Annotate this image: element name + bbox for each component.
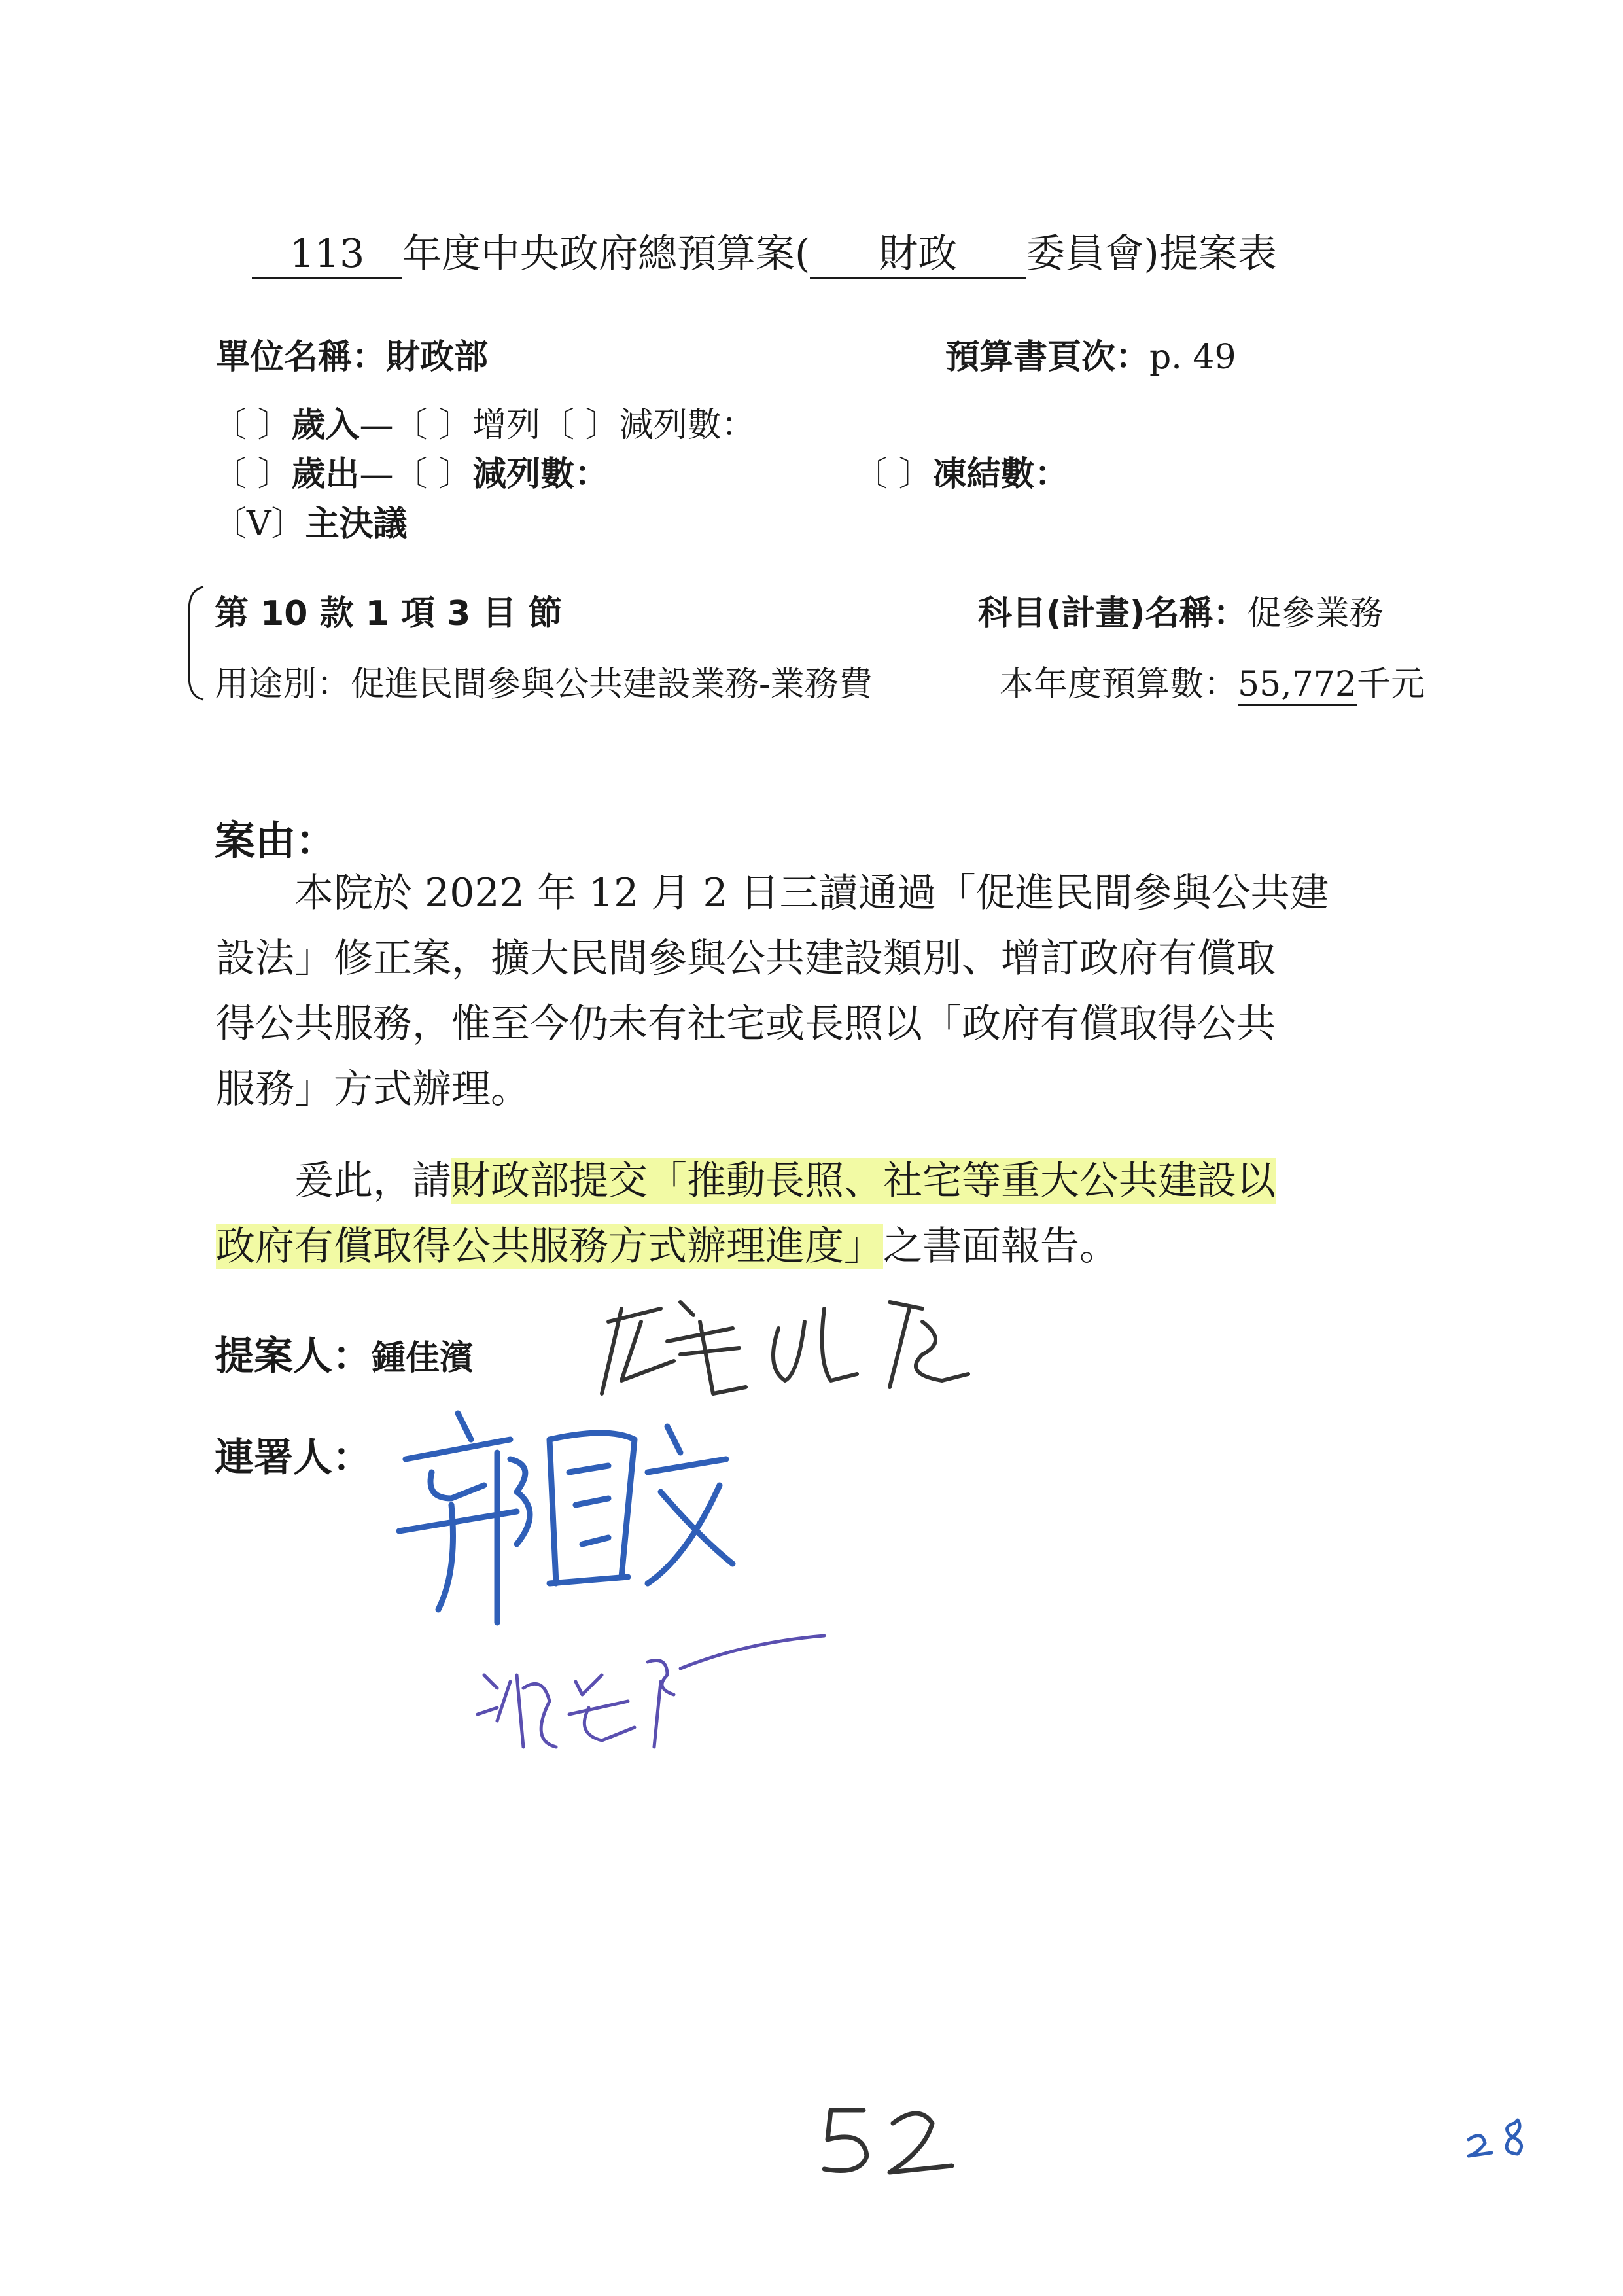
revenue-row xyxy=(213,397,756,446)
subject-label: 科目(計畫)名稱： xyxy=(978,594,1248,633)
proposer-label: 提案人： xyxy=(215,1333,372,1379)
resolution-checkbox: 〔V〕 xyxy=(213,504,305,544)
reason-line: 得公共服務，惟至今仍未有社宅或長照以「政府有償取得公共 xyxy=(216,1001,1276,1047)
reason-line: 政府有償取得公共服務方式辦理進度」之書面報告。 xyxy=(216,1224,1119,1269)
budget-unit: 千元 xyxy=(1356,665,1425,704)
page-ref-label: 預算書頁次： xyxy=(945,338,1150,377)
title-part2: 委員會)提案表 xyxy=(1026,231,1277,277)
resolution-row xyxy=(213,496,408,545)
expense-row xyxy=(213,446,608,495)
unit-row xyxy=(216,329,488,378)
budget-label: 本年度預算數： xyxy=(1000,665,1238,704)
usage-label: 用途別： xyxy=(215,665,351,704)
form-title xyxy=(252,222,1277,279)
reason-paragraph-2 xyxy=(216,1148,1276,1279)
budget-row xyxy=(1000,656,1425,705)
proposer-row xyxy=(215,1325,474,1381)
revenue-label: 歲入 xyxy=(291,406,360,445)
highlighted-text: 政府有償取得公共服務方式辦理進度」 xyxy=(216,1224,883,1269)
unit-value: 財政部 xyxy=(386,338,489,377)
reason-line: 服務」方式辦理。 xyxy=(216,1067,530,1112)
usage-value: 促進民間參與公共建設業務-業務費 xyxy=(351,665,873,704)
revenue-checkbox: 〔 〕 xyxy=(213,406,292,445)
expense-checkbox: 〔 〕 xyxy=(213,455,292,494)
revenue-reduce-label: 減列數： xyxy=(619,406,756,445)
cosigner-row xyxy=(215,1426,372,1483)
subject-row xyxy=(978,586,1384,635)
section-text: 第 10 款 1 項 3 目 節 xyxy=(215,594,563,633)
page-ref-value: p. 49 xyxy=(1149,338,1236,377)
reason-line: 設法」修正案，擴大民間參與公共建設類別、增訂政府有償取 xyxy=(216,936,1276,981)
highlighted-text: 財政部提交「推動長照、社宅等重大公共建設以 xyxy=(451,1158,1276,1204)
cosigner-signature-2 xyxy=(471,1616,837,1760)
resolution-label: 主決議 xyxy=(305,504,408,544)
reason-paragraph-1 xyxy=(216,860,1329,1122)
expense-dash: — xyxy=(359,455,394,494)
handwritten-page-number xyxy=(811,2100,968,2185)
handwritten-corner-number xyxy=(1462,2113,1547,2166)
section-row xyxy=(215,586,562,635)
revenue-reduce-checkbox: 〔 〕 xyxy=(540,406,620,445)
expense-label: 歲出 xyxy=(291,455,360,494)
revenue-add-label: 增列 xyxy=(472,406,541,445)
expense-reduce-checkbox: 〔 〕 xyxy=(393,455,473,494)
cosigner-signature-1 xyxy=(386,1400,752,1636)
cosigner-label: 連署人： xyxy=(215,1435,372,1481)
item-bracket xyxy=(185,584,205,702)
freeze-checkbox: 〔 〕 xyxy=(854,455,933,494)
proposer-name: 鍾佳濱 xyxy=(372,1339,474,1378)
page-ref-row xyxy=(945,329,1236,378)
title-committee: 財政 xyxy=(810,232,1026,279)
revenue-dash: — xyxy=(359,406,394,445)
freeze-label: 凍結數： xyxy=(932,455,1069,494)
usage-row xyxy=(215,656,873,705)
proposer-signature xyxy=(582,1282,988,1407)
reason-line: 本院於 2022 年 12 月 2 日三讀通過「促進民間參與公共建 xyxy=(294,870,1329,916)
expense-reduce-label: 減列數： xyxy=(472,455,609,494)
title-part1: 年度中央政府總預算案( xyxy=(402,231,811,277)
subject-value: 促參業務 xyxy=(1247,594,1384,633)
revenue-add-checkbox: 〔 〕 xyxy=(393,406,473,445)
budget-value: 55,772 xyxy=(1238,665,1357,706)
unit-label: 單位名稱： xyxy=(216,338,387,377)
reason-line: 爰此，請財政部提交「推動長照、社宅等重大公共建設以 xyxy=(294,1158,1276,1204)
freeze-row xyxy=(854,446,1069,495)
title-year: 113 xyxy=(252,232,402,279)
reason-heading: 案由： xyxy=(215,817,337,864)
